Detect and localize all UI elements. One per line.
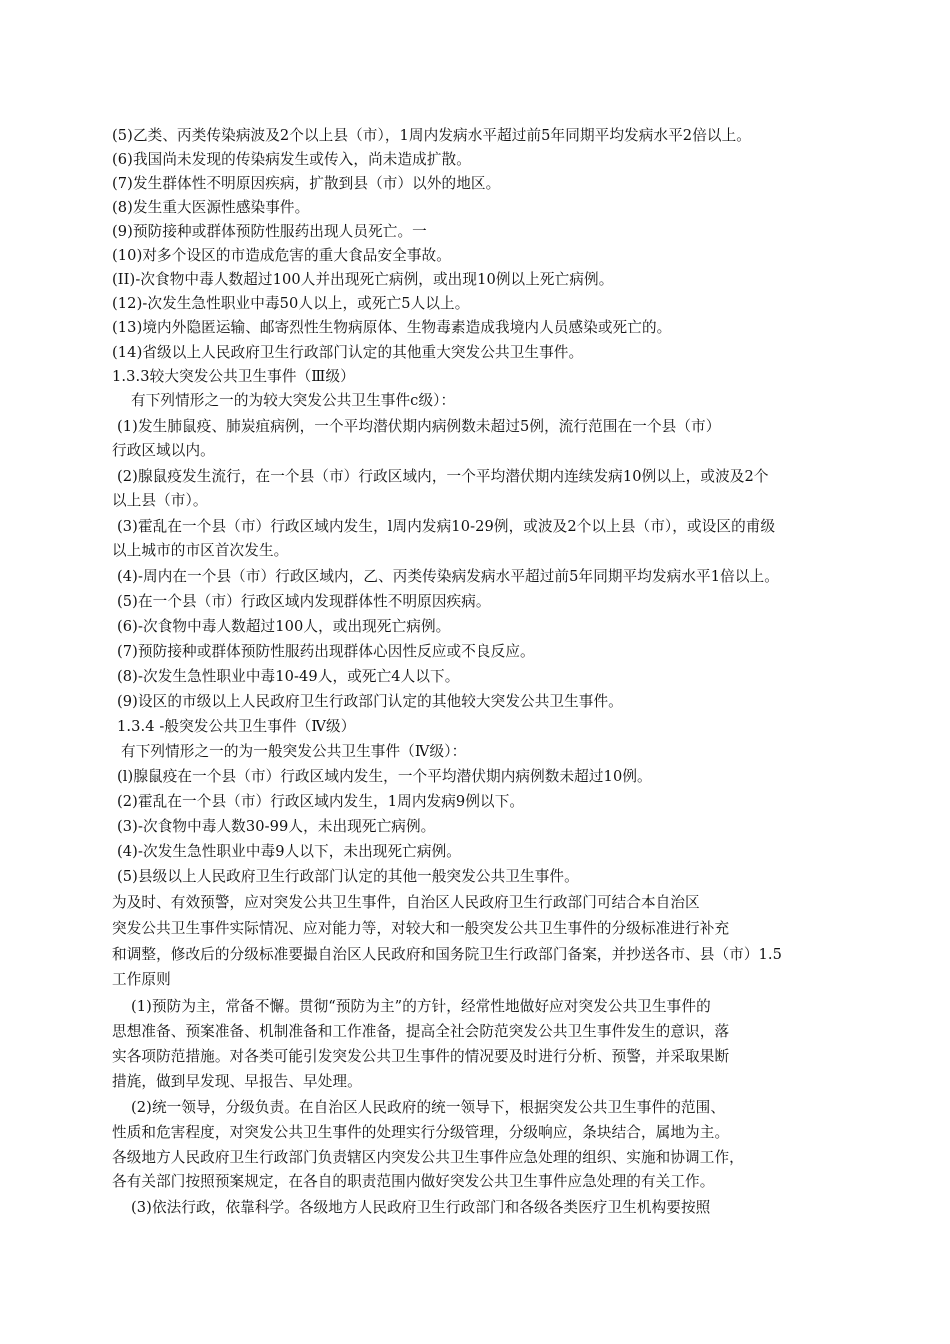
text-line: (4)-周内在一个县（市）行政区域内，乙、丙类传染病发病水平超过前5年同期平均发病水平1倍以上。 xyxy=(117,568,779,585)
text-line: (II)-次食物中毒人数超过100人并出现死亡病例，或出现10例以上死亡病例。 xyxy=(112,271,614,288)
section-heading: 工作原则 xyxy=(112,971,171,988)
text-line: (6)我国尚未发现的传染病发生或传入，尚未造成扩散。 xyxy=(112,151,471,168)
text-line: (5)在一个县（市）行政区域内发现群体性不明原因疾病。 xyxy=(117,593,491,610)
section-heading: 1.3.4 -般突发公共卫生事件（Ⅳ级） xyxy=(117,718,356,735)
text-line: 各有关部门按照预案规定，在各自的职责范围内做好突发公共卫生事件应急处理的有关工作。 xyxy=(112,1173,715,1190)
text-line: (8)-次发生急性职业中毒10-49人，或死亡4人以下。 xyxy=(117,668,460,685)
text-line: 实各项防范措施。对各类可能引发突发公共卫生事件的情况要及时进行分析、预警，并采取果断 xyxy=(112,1048,730,1065)
text-line: (3)霍乱在一个县（市）行政区域内发生，l周内发病10-29例，或波及2个以上县（市），或设区的甫级 xyxy=(117,518,776,535)
text-line: (2)腺鼠疫发生流行，在一个县（市）行政区域内，一个平均潜伏期内连续发病10例以上，或波及2个 xyxy=(117,468,769,485)
text-line: (2)统一领导，分级负责。在自治区人民政府的统一领导下，根据突发公共卫生事件的范围、 xyxy=(131,1099,726,1116)
text-line: 突发公共卫生事件实际情况、应对能力等，对较大和一般突发公共卫生事件的分级标准进行补充 xyxy=(112,920,730,937)
text-line: 措旄，做到早发现、早报告、早处理。 xyxy=(112,1073,362,1090)
text-line: 性质和危害程度，对突发公共卫生事件的处理实行分级管理，分级响应，条块结合，属地为主。 xyxy=(112,1124,730,1141)
text-line: 以上城市的市区首次发生。 xyxy=(112,542,289,559)
text-line: 以上县（市）。 xyxy=(112,492,208,509)
text-line: 有下列情形之一的为一般突发公共卫生事件（Ⅳ级）： xyxy=(121,743,467,760)
text-line: (2)霍乱在一个县（市）行政区域内发生，1周内发病9例以下。 xyxy=(117,793,525,810)
text-line: (1)预防为主，常备不懈。贯彻“预防为主”的方针，经常性地做好应对突发公共卫生事件的 xyxy=(131,998,711,1015)
text-line: 有下列情形之一的为较大突发公共卫生事件c级）： xyxy=(131,392,456,409)
text-line: (14)省级以上人民政府卫生行政部门认定的其他重大突发公共卫生事件。 xyxy=(112,344,584,361)
text-line: 和调整，修改后的分级标准要撮自治区人民政府和国务院卫生行政部门备案，并抄送各市、县（市）1.5 xyxy=(112,946,783,963)
text-line: (8)发生重大医源性感染事件。 xyxy=(112,199,310,216)
text-line: (9)设区的市级以上人民政府卫生行政部门认定的其他较大突发公共卫生事件。 xyxy=(117,693,623,710)
text-line: (13)境内外隐匿运输、邮寄烈性生物病原体、生物毒素造成我境内人员感染或死亡的。 xyxy=(112,319,672,336)
text-line: (5)县级以上人民政府卫生行政部门认定的其他一般突发公共卫生事件。 xyxy=(117,868,579,885)
text-line: (12)-次发生急性职业中毒50人以上，或死亡5人以上。 xyxy=(112,295,470,312)
section-heading: 1.3.3较大突发公共卫生事件（Ⅲ级） xyxy=(112,368,355,385)
text-line: (10)对多个设区的市造成危害的重大食品安全事故。 xyxy=(112,247,451,264)
text-line: 行政区域以内。 xyxy=(112,442,215,459)
text-line: (5)乙类、丙类传染病波及2个以上县（市），1周内发病水平超过前5年同期平均发病水平2倍以上。 xyxy=(112,127,751,144)
text-line: (7)发生群体性不明原因疾病，扩散到县（市）以外的地区。 xyxy=(112,175,501,192)
text-line: (7)预防接种或群体预防性服药出现群体心因性反应或不良反应。 xyxy=(117,643,535,660)
text-line: (9)预防接种或群体预防性服药出现人员死亡。一 xyxy=(112,223,427,240)
text-line: (3)-次食物中毒人数30-99人，未出现死亡病例。 xyxy=(117,818,436,835)
text-line: (6)-次食物中毒人数超过100人，或出现死亡病例。 xyxy=(117,618,451,635)
text-line: (3)依法行政，依靠科学。各级地方人民政府卫生行政部门和各级各类医疗卫生机构要按照 xyxy=(131,1199,711,1216)
text-line: 为及时、有效预警，应对突发公共卫生事件，自治区人民政府卫生行政部门可结合本自治区 xyxy=(112,894,700,911)
text-line: 各级地方人民政府卫生行政部门负责辖区内突发公共卫生事件应急处理的组织、实施和协调工作， xyxy=(112,1149,744,1166)
text-line: (l)腺鼠疫在一个县（市）行政区域内发生，一个平均潜伏期内病例数未超过10例。 xyxy=(117,768,652,785)
text-line: (1)发生肺鼠疫、肺炭疽病例，一个平均潜伏期内病例数未超过5例，流行范围在一个县（市） xyxy=(117,418,721,435)
text-line: 思想准备、预案准备、机制准备和工作准备，提高全社会防范突发公共卫生事件发生的意识，落 xyxy=(112,1023,730,1040)
text-line: (4)-次发生急性职业中毒9人以下，未出现死亡病例。 xyxy=(117,843,461,860)
